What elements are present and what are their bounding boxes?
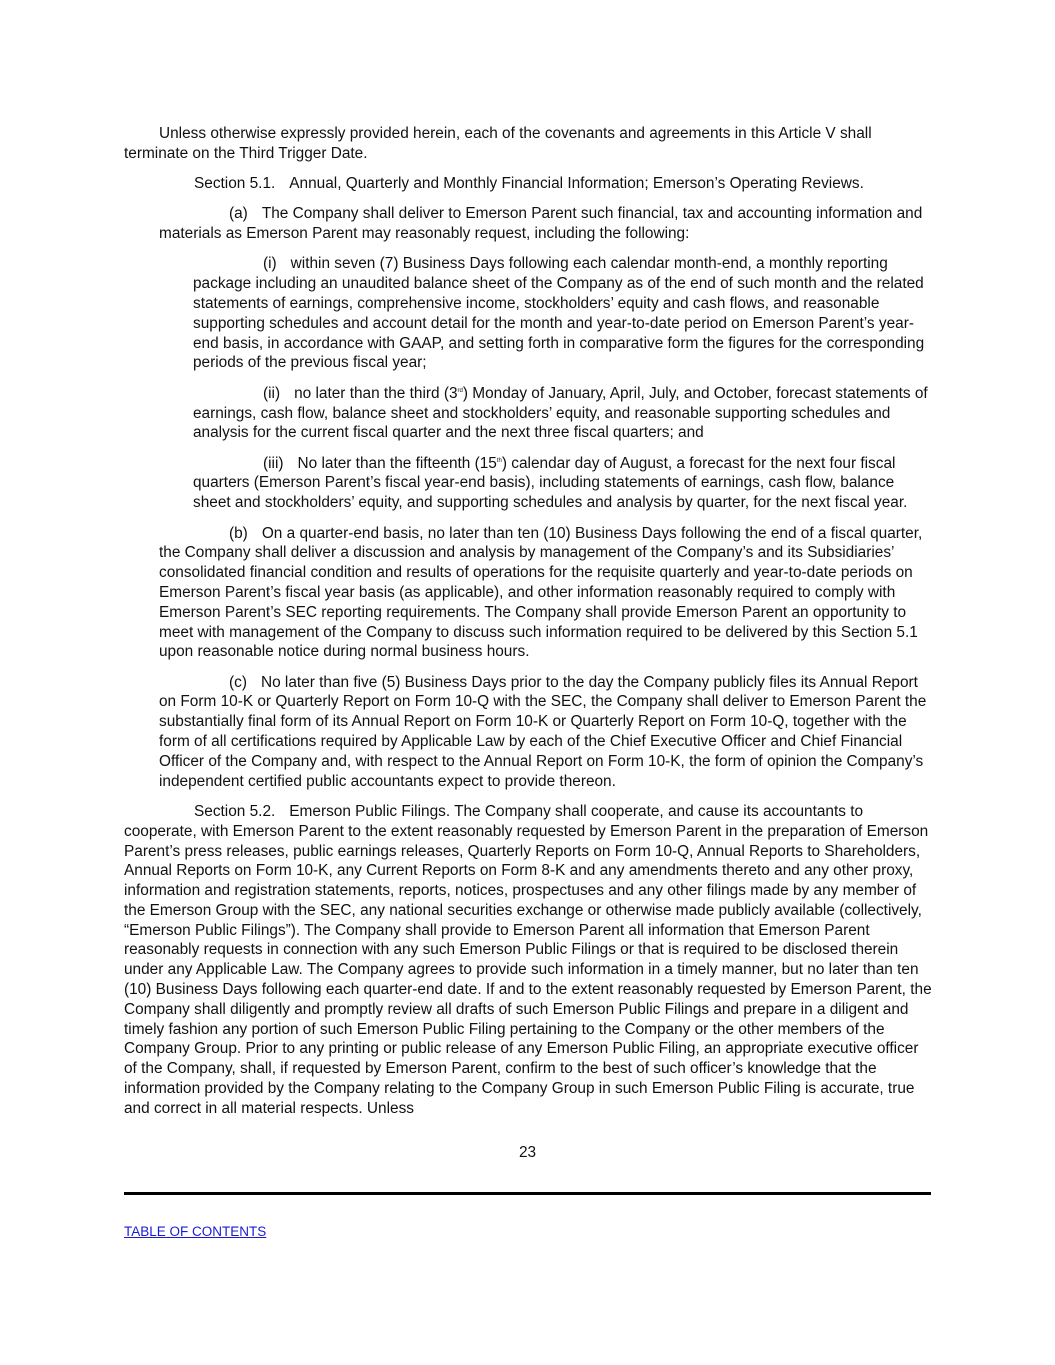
item-iii-label: (iii) [263, 454, 284, 472]
item-ii-text-after: ) Monday of January, April, July, and October, forecast statements of earnings, cash flow, balance sheet and stockholders’ equity, and reasonable supporting schedules and analysis for the current fiscal quarter and the next three fiscal quarters; and [193, 384, 928, 442]
paragraph-b-text: On a quarter-end basis, no later than ten (10) Business Days following the end of a fiscal quarter, the Company shall deliver a discussion and analysis by management of the Company’s and its Subsidiaries’ consolidated financial condition and results of operations for the requisite quarterly and year-to-date periods on Emerson Parent’s fiscal year basis (as applicable), and other information reasonably required to comply with Emerson Parent’s SEC reporting requirements. The Company shall provide Emerson Parent an opportunity to meet with management of the Company to discuss such information required to be delivered by this Section 5.1 upon reasonable notice during normal business hours. [159, 524, 923, 661]
paragraph-a-label: (a) [229, 205, 248, 223]
footer-divider [124, 1192, 931, 1195]
paragraph-c-text: No later than five (5) Business Days prior to the day the Company publicly files its Annual Report on Form 10-K or Quarterly Report on Form 10-Q with the SEC, the Company shall deliver to Emerson Parent the substantially final form of its Annual Report on Form 10-K or Quarterly Report on Form 10-Q, together with the form of all certifications required by Applicable Law by each of the Chief Executive Officer and Chief Financial Officer of the Company and, with respect to the Annual Report on Form 10-K, the form of opinion the Company’s independent certified public accountants expect to provide thereon. [159, 673, 927, 790]
paragraph-c-label: (c) [229, 673, 247, 691]
paragraph-b-label: (b) [229, 524, 248, 542]
document-body [124, 124, 932, 1129]
table-of-contents-link[interactable]: TABLE OF CONTENTS [124, 1224, 267, 1239]
item-ii-label: (ii) [263, 384, 281, 402]
section-5-1-paragraph-c [159, 673, 932, 792]
article-intro-paragraph: Unless otherwise expressly provided herein, each of the covenants and agreements in this Article V shall terminate on the Third Trigger Date. [124, 125, 872, 162]
section-5-1-paragraph-a [159, 204, 932, 244]
item-i-text: within seven (7) Business Days following each calendar month-end, a monthly reporting package including an unaudited balance sheet of the Company as of the end of such month and the related statements of earnings, comprehensive income, stockholders’ equity and cash flows, and reasonable supporting schedules and account detail for the month and year-to-date period on Emerson Parent’s year-end basis, in accordance with GAAP, and setting forth in comparative form the figures for the corresponding periods of the previous fiscal year; [193, 255, 925, 372]
paragraph-a-text: The Company shall deliver to Emerson Parent such financial, tax and accounting information and materials as Emerson Parent may reasonably request, including the following: [159, 205, 923, 243]
item-iii-ordinal-suffix: th [496, 457, 502, 464]
item-iii-text-before: No later than the fifteenth (15 [297, 454, 497, 472]
section-5-1-item-i [193, 254, 932, 373]
item-i-label: (i) [263, 255, 277, 273]
section-5-1-heading [124, 174, 932, 194]
section-5-2-number: Section 5.2. [194, 802, 276, 820]
item-iii-text-after: ) calendar day of August, a forecast for the next four fiscal quarters (Emerson Parent’s fiscal year-end basis), including statements of earnings, cash flow, balance sheet and stockholders’ equity, and supporting schedules and analysis by quarter, for the next fiscal year. [193, 454, 908, 512]
page-number: 23 [518, 1144, 537, 1161]
section-5-1-item-iii [193, 454, 932, 513]
section-5-1-title: Annual, Quarterly and Monthly Financial Information; Emerson’s Operating Reviews. [289, 175, 864, 193]
section-5-1-number: Section 5.1. [194, 175, 276, 193]
section-5-1-paragraph-b [159, 524, 932, 663]
section-5-1-item-ii [193, 384, 932, 443]
item-ii-ordinal-suffix: rd [457, 387, 463, 394]
item-ii-text-before: no later than the third (3 [294, 384, 458, 402]
section-5-2-paragraph [124, 802, 932, 1119]
section-5-2-text: Emerson Public Filings. The Company shall cooperate, and cause its accountants to cooperate, with Emerson Parent to the extent reasonably requested by Emerson Parent in the preparation of Emerson Parent’s press releases, public earnings releases, Quarterly Reports on Form 10-Q, Annual Reports to Shareholders, Annual Reports on Form 10-K, any Current Reports on Form 8-K and any amendments thereto and any other proxy, information and registration statements, reports, notices, prospectuses and any other filings made by any member of the Emerson Group with the SEC, any national securities exchange or otherwise made publicly available (collectively, “Emerson Public Filings”). The Company shall provide to Emerson Parent all information that Emerson Parent reasonably requests in connection with any such Emerson Public Filings or that is required to be disclosed therein under any Applicable Law. The Company agrees to provide such information in a timely manner, but no later than ten (10) Business Days following each quarter-end date. If and to the extent reasonably requested by Emerson Parent, the Company shall diligently and promptly review all drafts of such Emerson Public Filings and prepare in a diligent and timely fashion any portion of such Emerson Public Filing pertaining to the Company or the other members of the Company Group. Prior to any printing or public release of any Emerson Public Filing, an appropriate executive officer of the Company, shall, if requested by Emerson Parent, confirm to the best of such officer’s knowledge that the information provided by the Company relating to the Company Group in such Emerson Public Filing is accurate, true and correct in all material respects. Unless [124, 802, 932, 1117]
